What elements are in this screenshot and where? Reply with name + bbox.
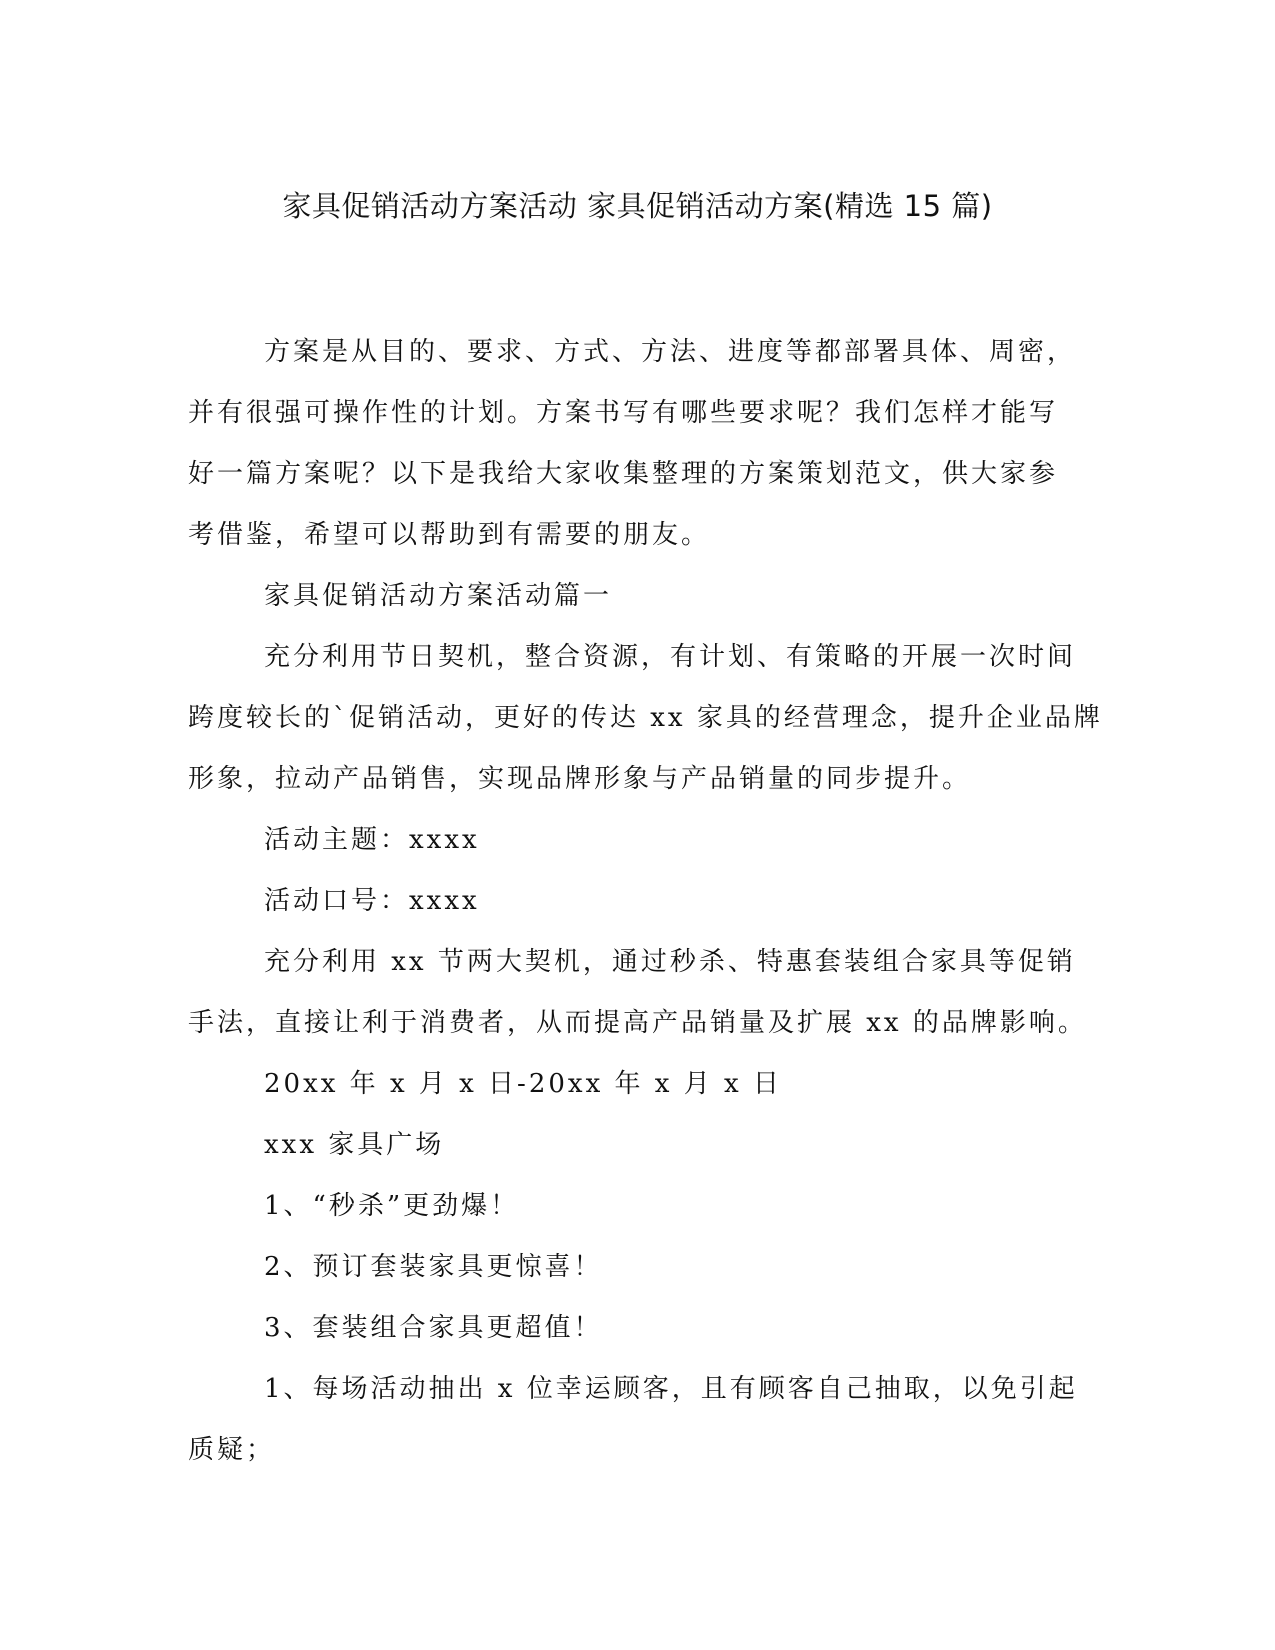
activity-theme: 活动主题：xxxx bbox=[264, 825, 480, 855]
purpose-line-3: 形象，拉动产品销售，实现品牌形象与产品销量的同步提升。 bbox=[188, 764, 972, 794]
intro-line-1: 方案是从目的、要求、方式、方法、进度等都部署具体、周密， bbox=[264, 337, 1077, 367]
section-heading: 家具促销活动方案活动篇一 bbox=[264, 581, 613, 611]
strategy-line-2: 手法，直接让利于消费者，从而提高产品销量及扩展 xx 的品牌影响。 bbox=[188, 1008, 1087, 1038]
purpose-line-1: 充分利用节日契机，整合资源，有计划、有策略的开展一次时间 bbox=[264, 642, 1077, 672]
strategy-paragraph bbox=[188, 932, 1088, 1054]
rule-paragraph bbox=[188, 1359, 1088, 1481]
activity-location: xxx 家具广场 bbox=[264, 1130, 445, 1160]
document-title: 家具促销活动方案活动 家具促销活动方案(精选 15 篇) bbox=[282, 189, 993, 223]
intro-paragraph bbox=[188, 322, 1088, 566]
highlight-item: 3、套装组合家具更超值！ bbox=[264, 1313, 603, 1343]
rule-line-2: 质疑； bbox=[188, 1435, 276, 1465]
document-body bbox=[188, 322, 1103, 1481]
activity-slogan: 活动口号：xxxx bbox=[264, 886, 480, 916]
intro-line-3: 好一篇方案呢？以下是我给大家收集整理的方案策划范文，供大家参 bbox=[188, 459, 1059, 489]
activity-date-range: 20xx 年 x 月 x 日-20xx 年 x 月 x 日 bbox=[264, 1069, 782, 1099]
strategy-line-1: 充分利用 xx 节两大契机，通过秒杀、特惠套装组合家具等促销 bbox=[264, 947, 1076, 977]
highlight-item: 2、预订套装家具更惊喜！ bbox=[264, 1252, 603, 1282]
intro-line-2: 并有很强可操作性的计划。方案书写有哪些要求呢？我们怎样才能写 bbox=[188, 398, 1059, 428]
rule-line-1: 1、每场活动抽出 x 位幸运顾客，且有顾客自己抽取，以免引起 bbox=[264, 1374, 1078, 1404]
purpose-paragraph bbox=[188, 627, 1103, 810]
intro-line-4: 考借鉴，希望可以帮助到有需要的朋友。 bbox=[188, 520, 711, 550]
purpose-line-2: 跨度较长的`促销活动，更好的传达 xx 家具的经营理念，提升企业品牌 bbox=[188, 703, 1103, 733]
highlight-item: 1、“秒杀”更劲爆！ bbox=[264, 1191, 520, 1221]
